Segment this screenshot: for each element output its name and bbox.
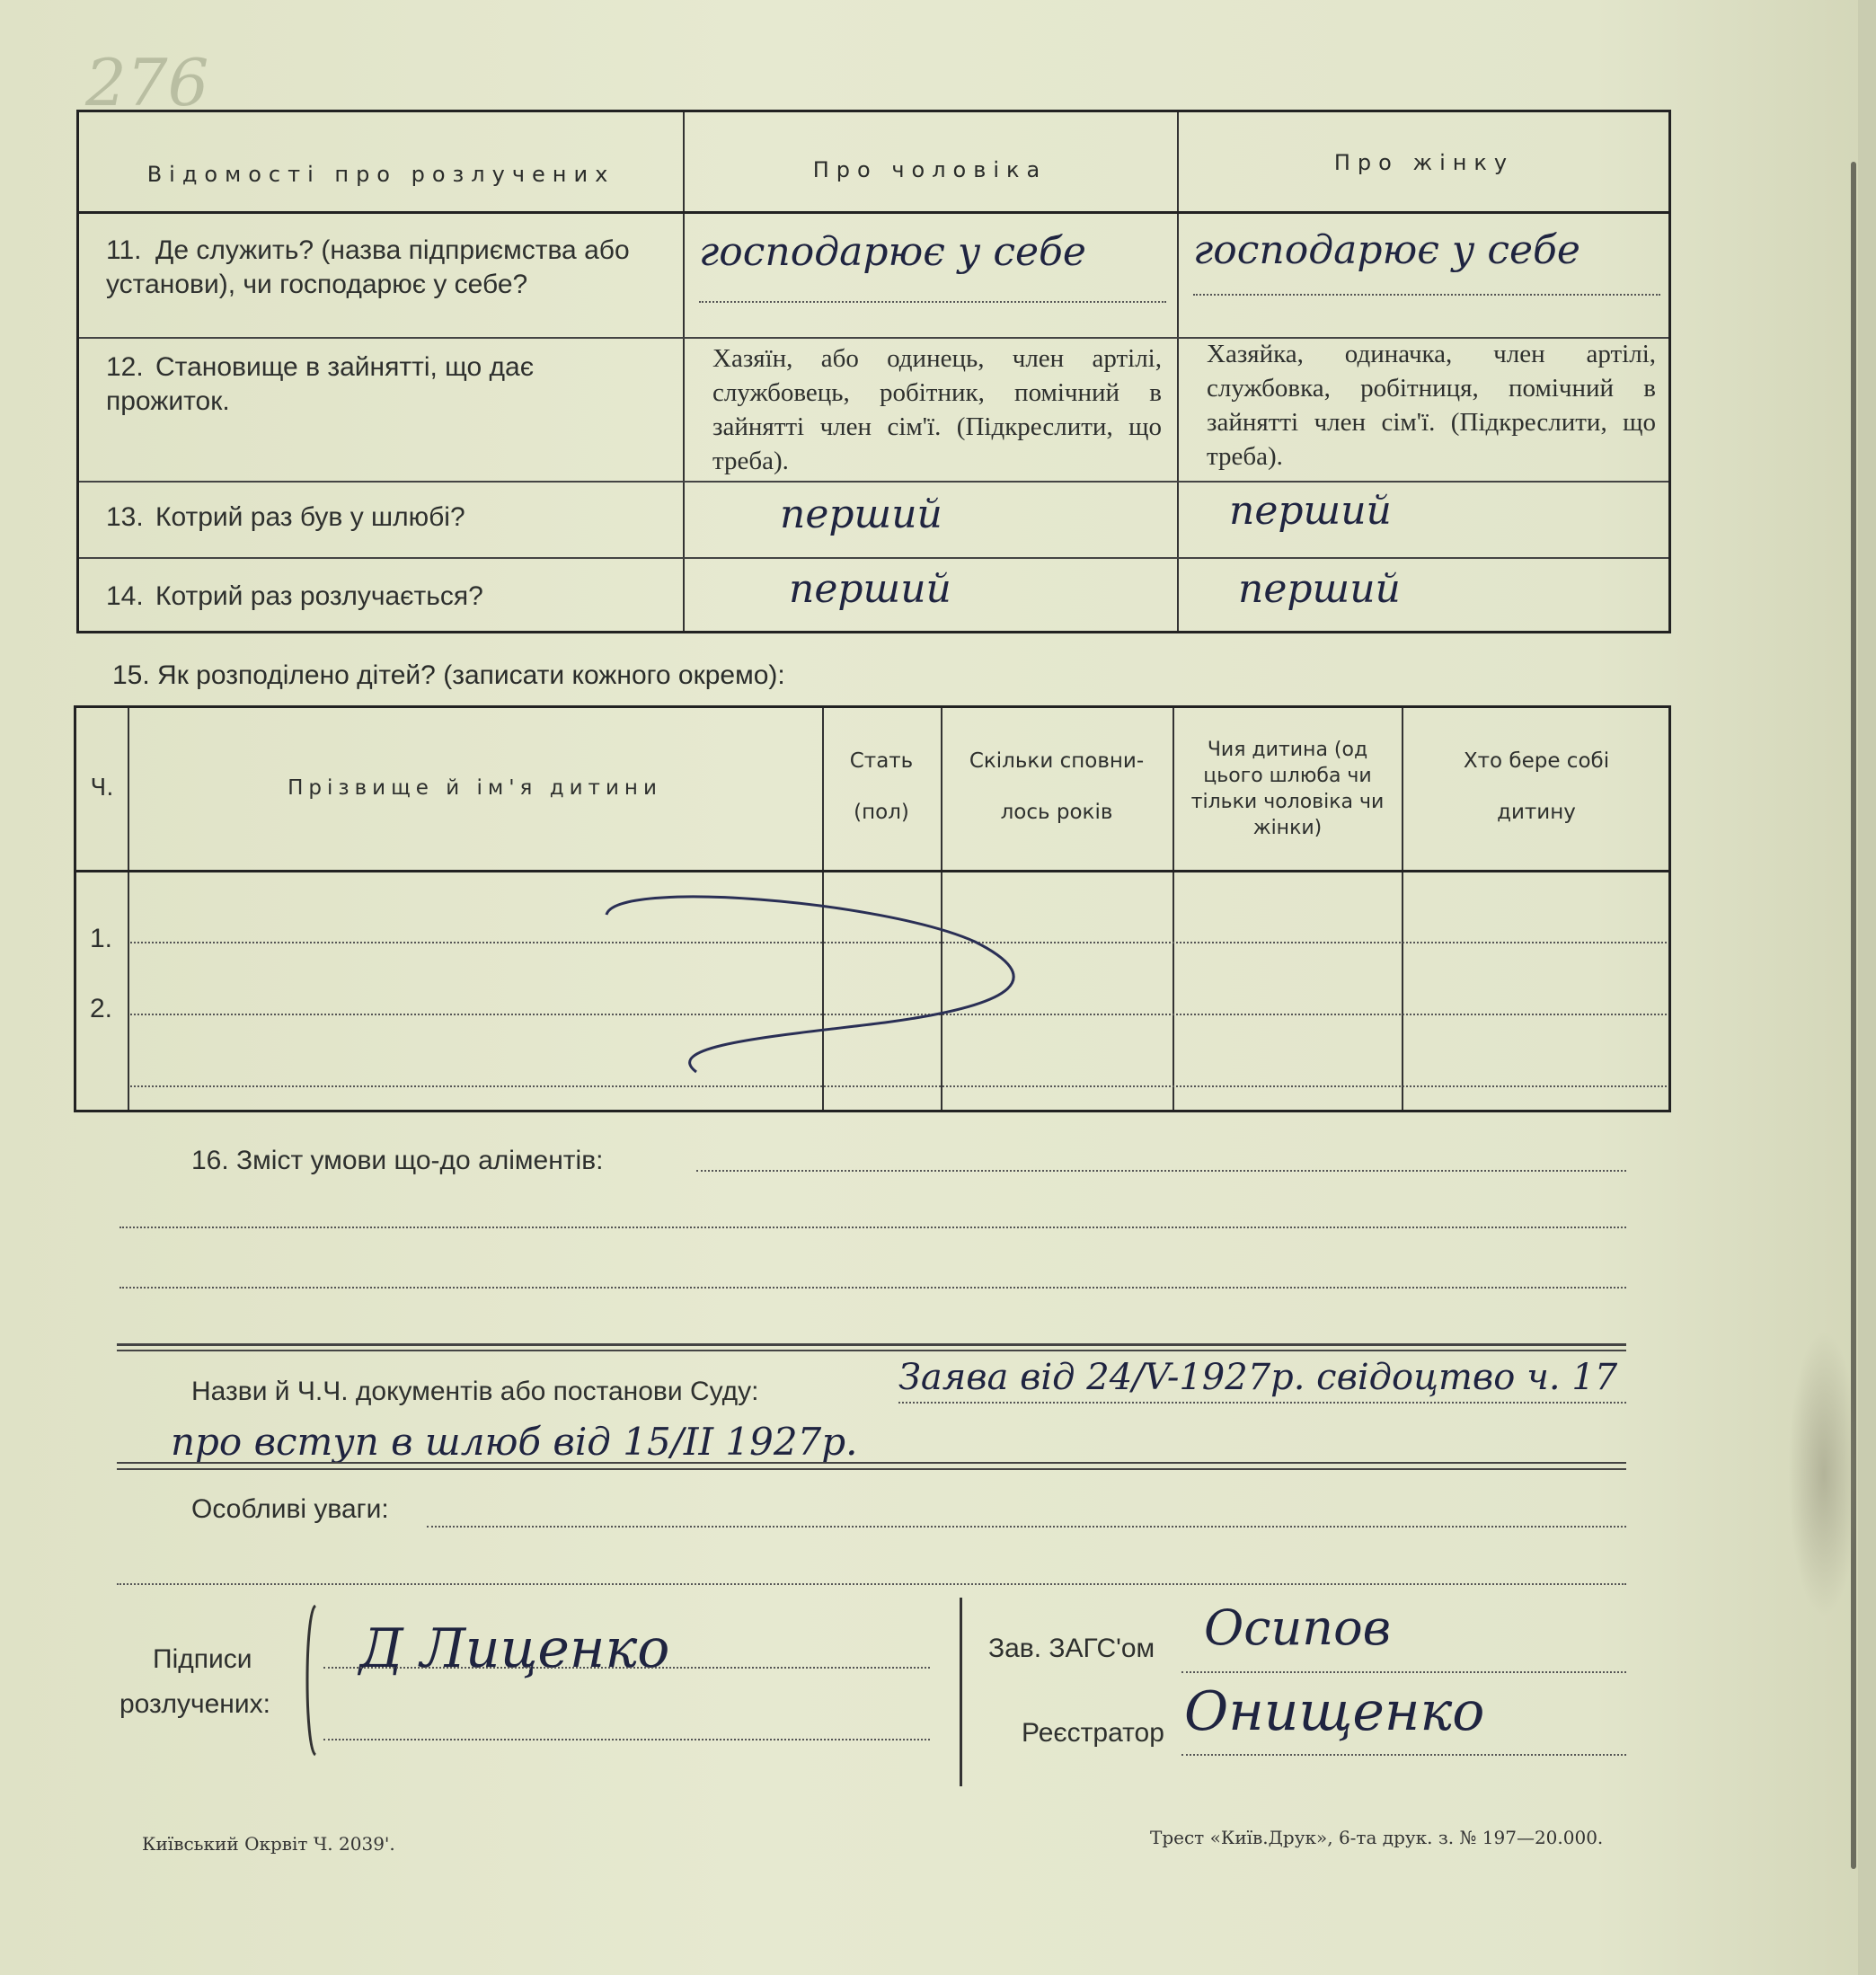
signatures-label-line1: Підписи <box>153 1644 252 1674</box>
options-12-husband: Хазяїн, або одинець, член артілі, службовець, робітник, помічний в зайнятті член сім'ї. (Підкреслити, що треба). <box>712 344 1162 475</box>
answer-11-wife: господарює у себе <box>1193 227 1580 273</box>
col-divider-2 <box>1177 112 1179 631</box>
registrar-signature: Онищенко <box>1184 1680 1485 1743</box>
col-age-line2: лось років <box>1000 801 1113 824</box>
header-about-husband: Про чоловіка <box>812 157 1048 182</box>
documents-value-line2: про вступ в шлюб від 15/II 1927р. <box>171 1420 858 1464</box>
header-row-divider <box>79 211 1668 214</box>
question-13 <box>106 500 663 535</box>
documents-value-line1: Заява від 24/V-1927р. свідоцтво ч. 17 <box>898 1357 1618 1398</box>
child-row-1-number: 1. <box>90 924 113 953</box>
dotted-line <box>1181 1754 1626 1756</box>
binding-crease <box>1851 162 1856 1869</box>
question-12 <box>106 350 663 419</box>
question-15: 15. Як розподілено дітей? (записати кожного окремо): <box>112 660 785 690</box>
double-rule <box>117 1350 1626 1351</box>
col-sex-line1: Стать <box>849 749 914 773</box>
answer-13-husband: перший <box>780 492 942 537</box>
row-divider-13 <box>79 557 1668 559</box>
zags-head-signature: Осипов <box>1204 1599 1392 1656</box>
registrar-label: Реєстратор <box>1022 1718 1164 1748</box>
dotted-line <box>119 1287 1626 1289</box>
col-name-header: Прізвище й ім'я дитини <box>288 776 662 800</box>
blank-strike-mark <box>76 708 1668 1110</box>
header-about-wife: Про жінку <box>1333 150 1515 175</box>
question-16: 16. Зміст умови що-до аліментів: <box>191 1146 604 1175</box>
header-about-divorced: Відомості про розлучених <box>146 162 615 187</box>
dotted-line <box>117 1583 1626 1585</box>
water-stain <box>1788 1330 1860 1617</box>
options-12-wife: Хазяйка, одиначка, член артілі, службовка, робітниця, помічний в зайнятті член сім'ї. (Підкреслити, що треба). <box>1207 340 1656 471</box>
question-text: Котрий раз розлучається? <box>155 581 483 611</box>
documents-label: Назви й Ч.Ч. документів або постанови Суду: <box>191 1377 759 1406</box>
question-14 <box>106 580 663 614</box>
question-number: 14. <box>106 581 144 611</box>
paper-edge <box>1858 0 1876 1975</box>
col-age-line1: Скільки сповни- <box>969 749 1145 773</box>
dotted-line <box>1193 294 1660 296</box>
divorce-info-table <box>76 110 1671 633</box>
question-number: 12. <box>106 352 144 382</box>
col-who-line1: Хто бере собі <box>1463 749 1610 773</box>
children-table <box>74 705 1671 1112</box>
signatures-bracket <box>301 1604 319 1757</box>
signature-divorced-1: Д Лиценко <box>359 1617 670 1680</box>
double-rule <box>117 1343 1626 1346</box>
question-11 <box>106 234 668 302</box>
col-sex-line2: (пол) <box>854 801 909 824</box>
answer-11-husband: господарює у себе <box>699 229 1086 275</box>
dotted-line <box>696 1170 1626 1172</box>
answer-14-wife: перший <box>1238 566 1401 612</box>
signature-divider <box>960 1598 962 1786</box>
question-number: 13. <box>106 502 144 532</box>
question-number: 11. <box>106 235 142 265</box>
question-text: Становище в зайнятті, що дає прожиток. <box>106 352 535 416</box>
dotted-line <box>323 1667 930 1669</box>
zags-head-label: Зав. ЗАГС'ом <box>988 1634 1155 1663</box>
col-whose-header: Чия дитина (од цього шлюба чи тільки чоловіка чи жінки) <box>1190 739 1385 839</box>
footer-printer-right: Трест «Київ.Друк», 6-та друк. з. № 197—20.000. <box>1150 1827 1604 1848</box>
child-row-2-number: 2. <box>90 994 113 1023</box>
row-divider-12 <box>79 481 1668 483</box>
col-divider-1 <box>683 112 685 631</box>
col-who-line2: дитину <box>1497 801 1576 824</box>
answer-13-wife: перший <box>1229 488 1392 534</box>
answer-14-husband: перший <box>789 566 951 612</box>
footer-printer-left: Київський Окрвіт Ч. 2039'. <box>142 1833 395 1855</box>
pencil-page-number: 276 <box>85 45 209 120</box>
dotted-line <box>427 1526 1626 1528</box>
dotted-line <box>1181 1671 1626 1673</box>
double-rule <box>117 1462 1626 1464</box>
question-text: Котрий раз був у шлюбі? <box>155 502 465 532</box>
col-number-header: Ч. <box>90 775 114 802</box>
double-rule <box>117 1468 1626 1470</box>
dotted-line <box>323 1739 930 1740</box>
question-text: Де служить? (назва підприємства або установи), чи господарює у себе? <box>106 235 630 299</box>
notes-label: Особливі уваги: <box>191 1494 389 1524</box>
dotted-line <box>699 301 1166 303</box>
dotted-line <box>898 1402 1626 1404</box>
dotted-line <box>119 1227 1626 1228</box>
signatures-label-line2: розлучених: <box>119 1689 270 1719</box>
